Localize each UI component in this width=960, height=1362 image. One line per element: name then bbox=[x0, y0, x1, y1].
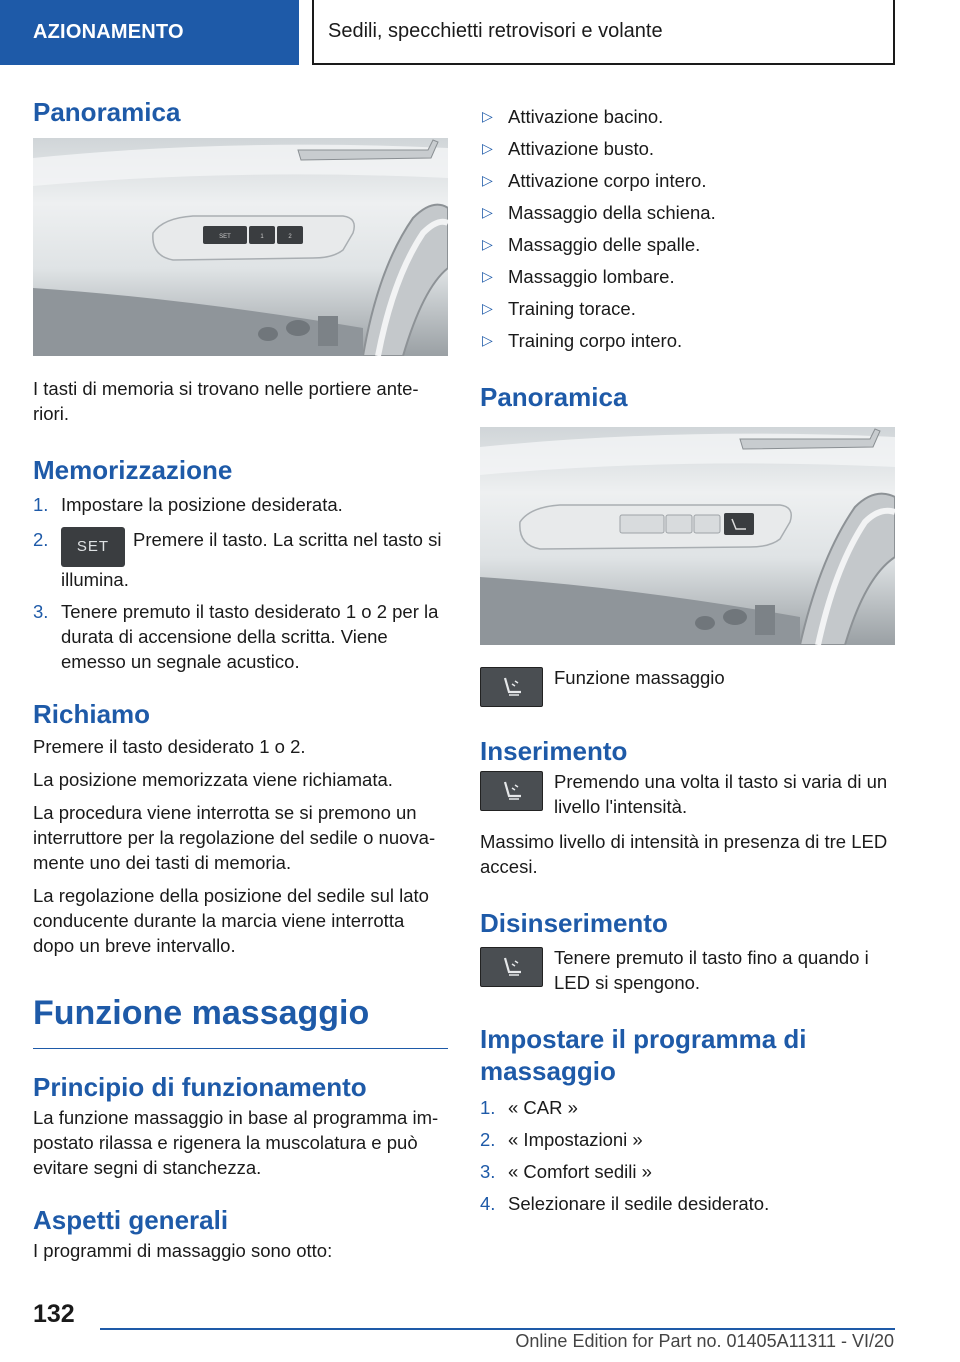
photo-two-label: 2 bbox=[288, 234, 292, 240]
list-item: 4. Selezionare il sedile desiderato. bbox=[480, 1193, 770, 1214]
triangle-bullet-icon: ▷ bbox=[482, 268, 493, 284]
disable-heading: Disinserimento bbox=[480, 908, 668, 938]
massage-seat-icon bbox=[480, 947, 543, 987]
triangle-bullet-icon: ▷ bbox=[482, 108, 493, 124]
massage-icon-caption: Funzione massaggio bbox=[554, 667, 725, 688]
massage-seat-icon bbox=[480, 667, 543, 707]
enable-text: Premendo una volta il tasto si varia di un livello l'intensità. bbox=[554, 771, 888, 817]
list-item: 2. SET Premere il tasto. La scritta nel tasto si illumina. bbox=[33, 529, 442, 590]
recall-heading: Richiamo bbox=[33, 699, 151, 729]
recall-text: La procedura viene interrotta se si premono un interruttore per la regolazione del sedile o nuova-mente uno dei tasti di memoria. bbox=[33, 802, 436, 873]
enable-note: Massimo livello di intensità in presenza di tre LED accesi. bbox=[480, 831, 888, 877]
list-item: 3. « Comfort sedili » bbox=[480, 1161, 652, 1182]
memorize-steps bbox=[33, 492, 448, 674]
list-item: ▷ Attivazione busto. bbox=[482, 138, 655, 159]
memory-buttons-photo bbox=[33, 138, 448, 356]
section-tab: AZIONAMENTO bbox=[0, 0, 299, 65]
memorize-heading: Memorizzazione bbox=[33, 455, 233, 485]
recall-text: La regolazione della posizione del sedile sul lato conducente durante la marcia viene interrotta dopo un breve intervallo. bbox=[33, 885, 429, 956]
enable-icon-row bbox=[480, 769, 895, 819]
triangle-bullet-icon: ▷ bbox=[482, 300, 493, 316]
list-item: 1. Impostare la posizione desiderata. bbox=[33, 494, 343, 515]
edition-text: Online Edition for Part no. 01405A11311 - VI/20 bbox=[515, 1331, 894, 1351]
general-heading: Aspetti generali bbox=[33, 1205, 229, 1235]
list-item: 2. « Impostazioni » bbox=[480, 1129, 643, 1150]
overview-heading-right: Panoramica bbox=[480, 382, 628, 412]
program-steps bbox=[480, 1095, 895, 1216]
list-item: ▷ Attivazione bacino. bbox=[482, 106, 664, 127]
list-item: 1. « CAR » bbox=[480, 1097, 578, 1118]
triangle-bullet-icon: ▷ bbox=[482, 172, 493, 188]
list-item: ▷ Training torace. bbox=[482, 298, 636, 319]
program-heading: Impostare il programma di massaggio bbox=[480, 1024, 807, 1086]
chapter-title: Sedili, specchietti retrovisori e volante bbox=[312, 0, 895, 65]
list-item: ▷ Training corpo intero. bbox=[482, 330, 683, 351]
disable-icon-row bbox=[480, 945, 895, 995]
principle-heading: Principio di funzionamento bbox=[33, 1072, 367, 1102]
triangle-bullet-icon: ▷ bbox=[482, 236, 493, 252]
recall-text: Premere il tasto desiderato 1 o 2. bbox=[33, 736, 306, 757]
right-column bbox=[480, 104, 895, 1223]
list-item: ▷ Massaggio lombare. bbox=[482, 266, 675, 287]
page-number: 132 bbox=[33, 1300, 75, 1328]
set-button: SET bbox=[61, 527, 125, 567]
principle-text: La funzione massaggio in base al programma im-postato rilassa e rigenera la muscolatura e può evitare segni di stanchezza. bbox=[33, 1107, 439, 1178]
door-panel-illustration bbox=[33, 138, 448, 356]
triangle-bullet-icon: ▷ bbox=[482, 332, 493, 348]
list-item: ▷ Massaggio della schiena. bbox=[482, 202, 716, 223]
triangle-bullet-icon: ▷ bbox=[482, 140, 493, 156]
photo-one-label: 1 bbox=[260, 234, 264, 240]
enable-heading: Inserimento bbox=[480, 736, 628, 766]
left-column bbox=[33, 96, 448, 1271]
massage-chapter-heading: Funzione massaggio bbox=[33, 992, 448, 1049]
general-text: I programmi di massaggio sono otto: bbox=[33, 1240, 333, 1261]
list-item: ▷ Massaggio delle spalle. bbox=[482, 234, 701, 255]
overview-heading: Panoramica bbox=[33, 97, 181, 127]
footer-divider bbox=[100, 1328, 895, 1330]
massage-seat-icon bbox=[480, 771, 543, 811]
massage-icon-row bbox=[480, 665, 895, 707]
list-item: 3. Tenere premuto il tasto desiderato 1 o 2 per la durata di accensione della scritta. Viene emesso un segnale acustico. bbox=[33, 601, 439, 672]
triangle-bullet-icon: ▷ bbox=[482, 204, 493, 220]
list-item: ▷ Attivazione corpo intero. bbox=[482, 170, 707, 191]
photo-set-label: SET bbox=[219, 234, 231, 240]
door-panel-illustration bbox=[480, 427, 895, 645]
massage-button-photo bbox=[480, 427, 895, 645]
overview-text: I tasti di memoria si trovano nelle portiere ante-riori. bbox=[33, 378, 419, 424]
disable-text: Tenere premuto il tasto fino a quando i LED si spengono. bbox=[554, 947, 869, 993]
massage-programs-list bbox=[480, 104, 895, 353]
recall-text: La posizione memorizzata viene richiamata. bbox=[33, 769, 393, 790]
